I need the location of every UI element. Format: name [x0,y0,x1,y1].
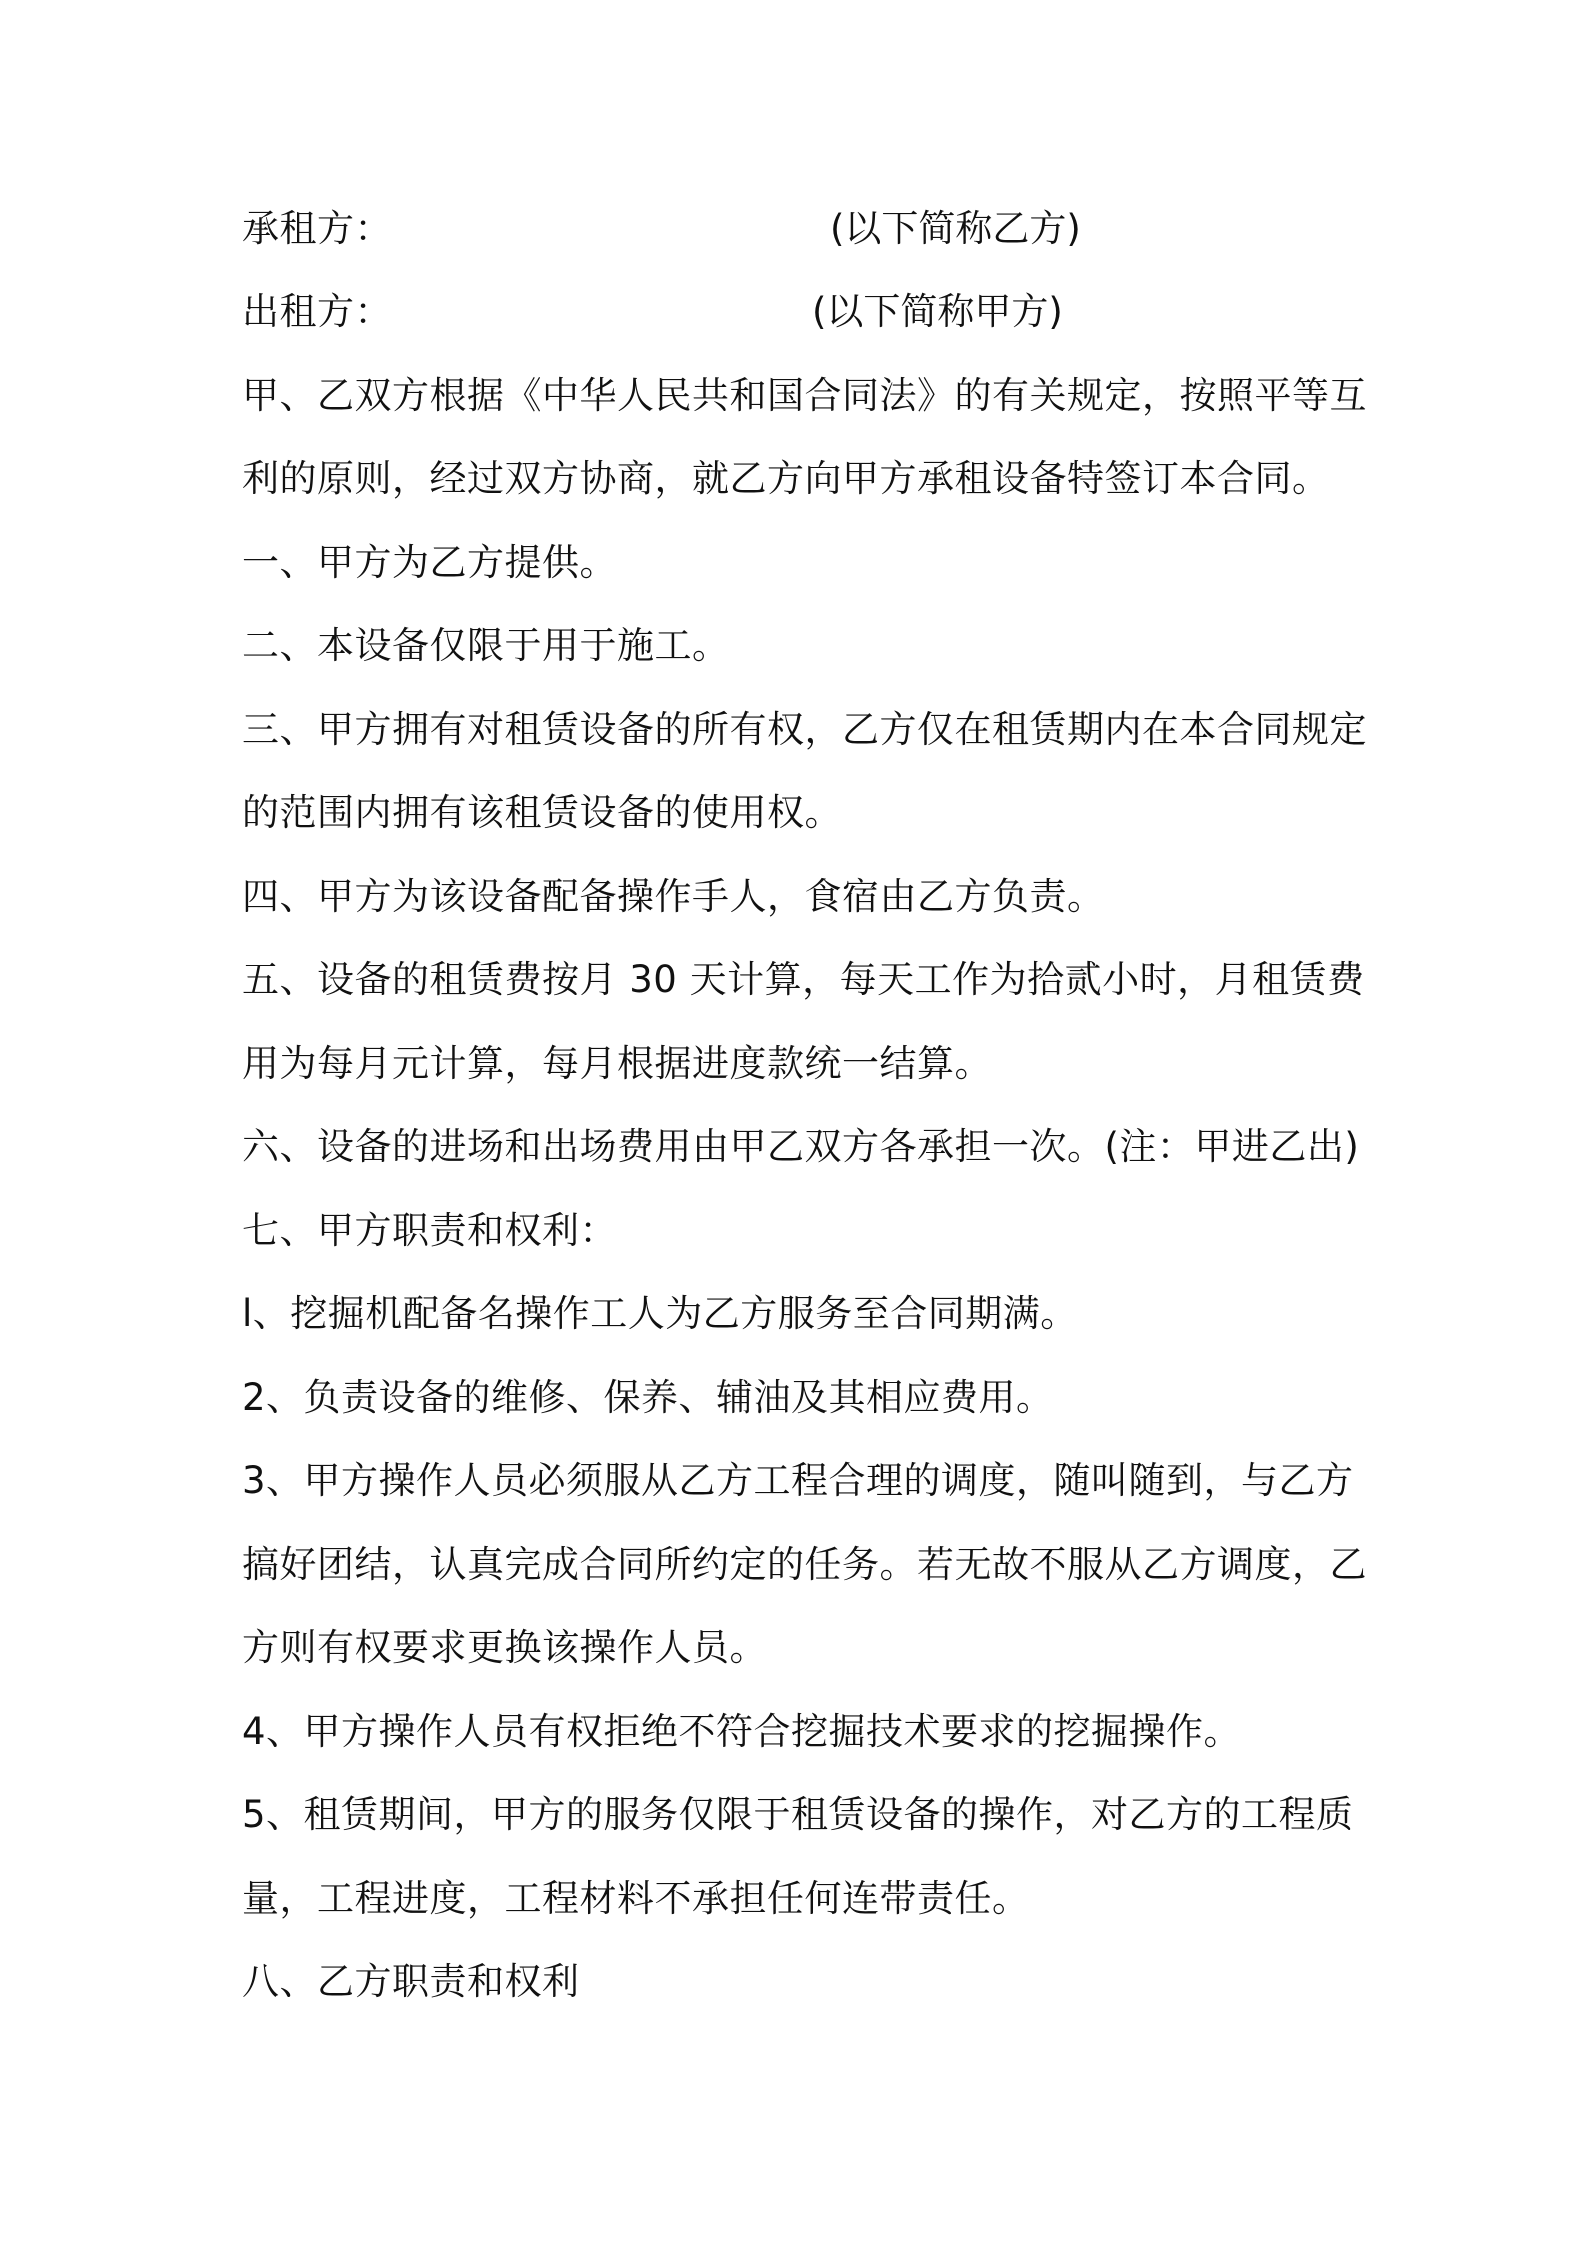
text-line: 3、甲方操作人员必须服从乙方工程合理的调度，随叫随到，与乙方 [242,1459,1354,1502]
text-line: 利的原则，经过双方协商，就乙方向甲方承租设备特签订本合同。 [242,457,1330,500]
text-line: 二、本设备仅限于用于施工。 [242,624,730,667]
text-line: l、挖掘机配备名操作工人为乙方服务至合同期满。 [242,1292,1078,1335]
lessor-note: (以下简称甲方) [812,290,1063,333]
lessee-label: 承租方： [242,207,392,250]
text-line: 三、甲方拥有对租赁设备的所有权，乙方仅在租赁期内在本合同规定 [242,708,1367,751]
text-line: 一、甲方为乙方提供。 [242,541,617,584]
text-line: 六、设备的进场和出场费用由甲乙双方各承担一次。(注：甲进乙出) [242,1125,1360,1168]
text-line: 用为每月元计算，每月根据进度款统一结算。 [242,1042,992,1085]
text-line: 五、设备的租赁费按月 30 天计算，每天工作为拾贰小时，月租赁费 [242,958,1365,1001]
text-line: 搞好团结，认真完成合同所约定的任务。若无故不服从乙方调度，乙 [242,1543,1367,1586]
lessee-note: (以下简称乙方) [830,207,1081,250]
lessor-label: 出租方： [242,290,392,333]
text-line: 5、租赁期间，甲方的服务仅限于租赁设备的操作，对乙方的工程质 [242,1793,1354,1836]
text-line: 2、负责设备的维修、保养、辅油及其相应费用。 [242,1376,1054,1419]
text-line: 量，工程进度，工程材料不承担任何连带责任。 [242,1877,1030,1920]
text-line: 4、甲方操作人员有权拒绝不符合挖掘技术要求的挖掘操作。 [242,1710,1242,1753]
text-line: 八、乙方职责和权利 [242,1960,580,2003]
text-line: 的范围内拥有该租赁设备的使用权。 [242,791,842,834]
text-line: 甲、乙双方根据《中华人民共和国合同法》的有关规定，按照平等互 [242,374,1367,417]
text-line: 方则有权要求更换该操作人员。 [242,1626,767,1669]
text-line: 七、甲方职责和权利： [242,1209,617,1252]
text-line: 四、甲方为该设备配备操作手人，食宿由乙方负责。 [242,875,1105,918]
